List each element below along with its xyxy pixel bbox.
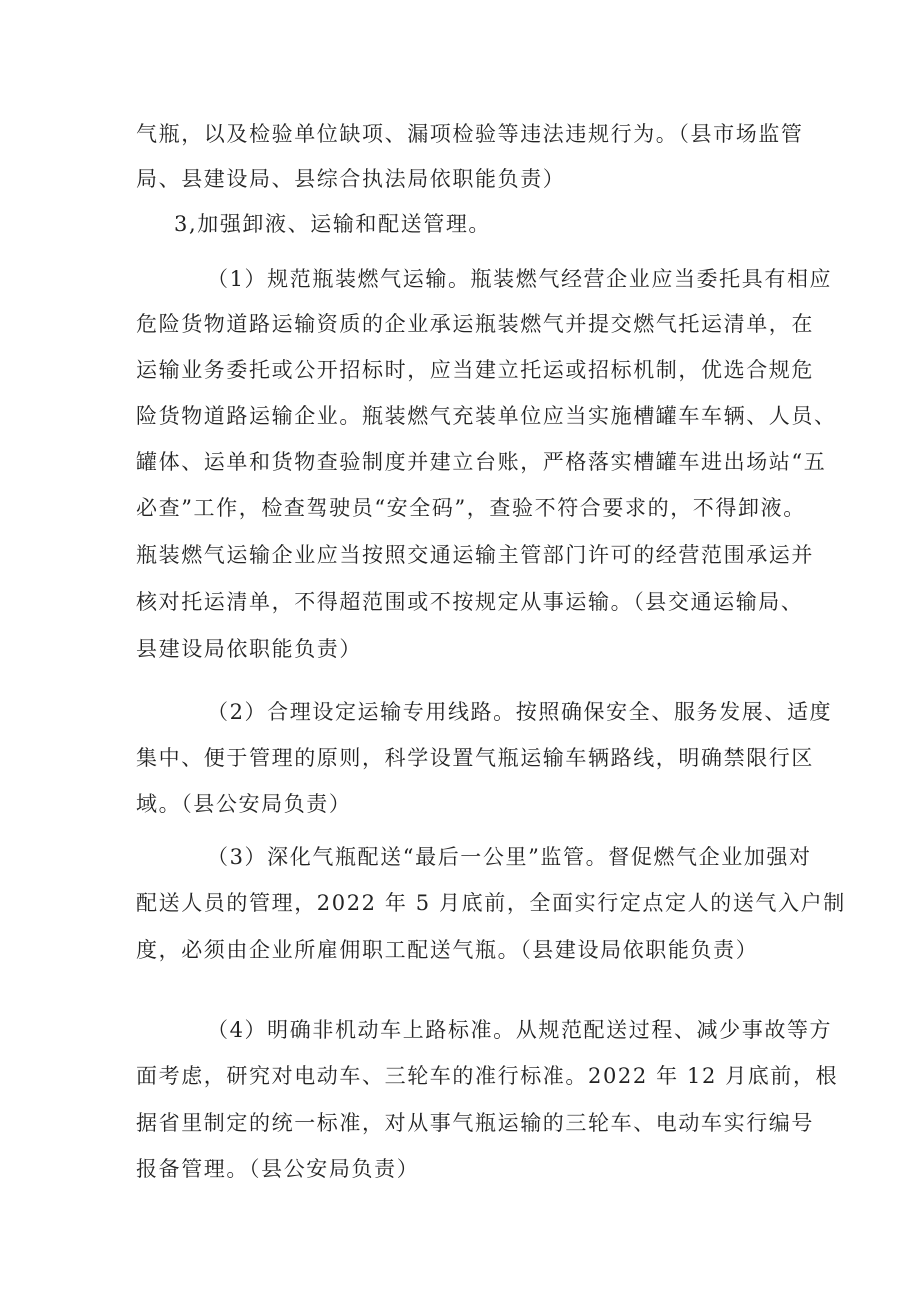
text-line: 险货物道路运输企业。瓶装燃气充装单位应当实施槽罐车车辆、人员、: [136, 404, 837, 428]
text-line: （3）深化气瓶配送“最后一公里”监管。督促燃气企业加强对: [207, 845, 812, 869]
text-line: 运输业务委托或公开招标时，应当建立托运或招标机制，优选合规危: [136, 358, 814, 382]
text-line: （1）规范瓶装燃气运输。瓶装燃气经营企业应当委托具有相应: [207, 267, 833, 291]
text-line: 域。（县公安局负责）: [136, 792, 352, 816]
text-line: 面考虑，研究对电动车、三轮车的准行标准。2022 年 12 月底前，根: [136, 1064, 839, 1088]
text-line: 县建设局依职能负责）: [136, 637, 362, 661]
text-line: 局、县建设局、县综合执法局依职能负责）: [136, 167, 566, 191]
text-line: 气瓶，以及检验单位缺项、漏项检验等违法违规行为。（县市场监管: [136, 122, 804, 146]
text-line: 核对托运清单，不得超范围或不按规定从事运输。（县交通运输局、: [136, 590, 804, 614]
text-line: （4）明确非机动车上路标准。从规范配送过程、减少事故等方: [207, 1018, 833, 1042]
section-heading: 3,加强卸液、运输和配送管理。: [174, 212, 492, 236]
text-line: （2）合理设定运输专用线路。按照确保安全、服务发展、适度: [207, 700, 833, 724]
text-line: 配送人员的管理，2022 年 5 月底前，全面实行定点定人的送气入户制: [136, 891, 846, 915]
text-line: 度，必须由企业所雇佣职工配送气瓶。（县建设局依职能负责）: [136, 938, 759, 962]
text-line: 危险货物道路运输资质的企业承运瓶装燃气并提交燃气托运清单，在: [136, 312, 814, 336]
text-line: 必查”工作，检查驾驶员“安全码”，查验不符合要求的，不得卸液。: [136, 496, 806, 520]
text-line: 据省里制定的统一标准，对从事气瓶运输的三轮车、电动车实行编号: [136, 1111, 814, 1135]
text-line: 集中、便于管理的原则，科学设置气瓶运输车辆路线，明确禁限行区: [136, 746, 814, 770]
text-line: 罐体、运单和货物查验制度并建立台账，严格落实槽罐车进出场站“五: [136, 450, 827, 474]
text-line: 报备管理。（县公安局负责）: [136, 1157, 420, 1181]
text-line: 瓶装燃气运输企业应当按照交通运输主管部门许可的经营范围承运并: [136, 543, 814, 567]
